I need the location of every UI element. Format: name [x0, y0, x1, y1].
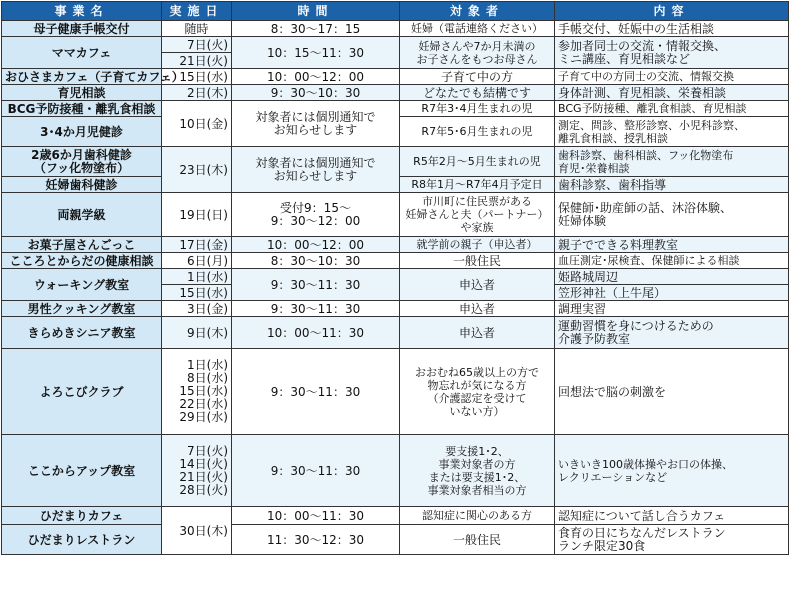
- time-cell: 10：00～11：30: [232, 317, 400, 349]
- table-row: [2, 269, 789, 285]
- program-name: ママカフェ: [2, 37, 162, 69]
- date-cell: 17日(金): [162, 237, 232, 253]
- time-cell: 受付9：15～ 9：30～12：00: [232, 193, 400, 237]
- table-row: [2, 21, 789, 37]
- table-row: [2, 525, 789, 555]
- program-name: きらめきシニア教室: [2, 317, 162, 349]
- table-row: [2, 301, 789, 317]
- header-program: 事業名: [2, 2, 162, 21]
- program-name: こころとからだの健康相談: [2, 253, 162, 269]
- time-cell: 10：00～12：00: [232, 237, 400, 253]
- content-cell: 手帳交付、妊娠中の生活相談: [555, 21, 789, 37]
- table-row: [2, 349, 789, 435]
- program-name: BCG予防接種・離乳食相談: [2, 101, 162, 117]
- time-cell: 9：30～10：30: [232, 85, 400, 101]
- target-cell: 妊婦さんや7か月未満の お子さんをもつお母さん: [400, 37, 555, 69]
- program-name: 男性クッキング教室: [2, 301, 162, 317]
- content-cell: 姫路城周辺: [555, 269, 789, 285]
- target-cell: 申込者: [400, 317, 555, 349]
- time-cell: 9：30～11：30: [232, 349, 400, 435]
- content-cell: 親子でできる料理教室: [555, 237, 789, 253]
- content-cell: BCG予防接種、離乳食相談、育児相談: [555, 101, 789, 117]
- time-cell: 8：30～17：15: [232, 21, 400, 37]
- date-cell: 1日(水): [162, 269, 232, 285]
- table-row: [2, 317, 789, 349]
- program-name: ウォーキング教室: [2, 269, 162, 301]
- date-cell: 2日(木): [162, 85, 232, 101]
- program-name: 育児相談: [2, 85, 162, 101]
- content-cell: 歯科診察、歯科指導: [555, 177, 789, 193]
- content-cell: 調理実習: [555, 301, 789, 317]
- time-cell: 対象者には個別通知で お知らせします: [232, 147, 400, 193]
- content-cell: 認知症について話し合うカフェ: [555, 507, 789, 525]
- target-cell: 一般住民: [400, 253, 555, 269]
- table-row: [2, 37, 789, 53]
- program-name: ここからアップ教室: [2, 435, 162, 507]
- table-row: [2, 253, 789, 269]
- date-cell: 15日(水): [162, 69, 232, 85]
- table-row: [2, 237, 789, 253]
- content-cell: 食育の日にちなんだレストラン ランチ限定30食: [555, 525, 789, 555]
- header-time: 時間: [232, 2, 400, 21]
- program-name: 3･4か月児健診: [2, 117, 162, 147]
- date-cell: 7日(火) 14日(火) 21日(火) 28日(火): [162, 435, 232, 507]
- content-cell: 回想法で脳の刺激を: [555, 349, 789, 435]
- program-name: ひだまりレストラン: [2, 525, 162, 555]
- time-cell: 10：00～12：00: [232, 69, 400, 85]
- header-date: 実施日: [162, 2, 232, 21]
- target-cell: 要支援1･2、 事業対象者の方 または要支援1･2、 事業対象者相当の方: [400, 435, 555, 507]
- time-cell: 9：30～11：30: [232, 435, 400, 507]
- content-cell: 保健師･助産師の話、沐浴体験、 妊婦体験: [555, 193, 789, 237]
- program-name: よろこびクラブ: [2, 349, 162, 435]
- target-cell: 就学前の親子（申込者）: [400, 237, 555, 253]
- table-row: [2, 69, 789, 85]
- date-cell: 21日(火): [162, 53, 232, 69]
- date-cell: 23日(木): [162, 147, 232, 193]
- target-cell: R5年2月～5月生まれの児: [400, 147, 555, 177]
- content-cell: 笠形神社（上牛尾）: [555, 285, 789, 301]
- header-row: [2, 2, 789, 21]
- table-row: [2, 193, 789, 237]
- content-cell: 血圧測定･尿検査、保健師による相談: [555, 253, 789, 269]
- program-name: 母子健康手帳交付: [2, 21, 162, 37]
- target-cell: 子育て中の方: [400, 69, 555, 85]
- date-cell: 19日(日): [162, 193, 232, 237]
- header-target: 対象者: [400, 2, 555, 21]
- target-cell: 申込者: [400, 301, 555, 317]
- date-cell: 随時: [162, 21, 232, 37]
- content-cell: 歯科診察、歯科相談、フッ化物塗布 育児･栄養相談: [555, 147, 789, 177]
- table-row: [2, 507, 789, 525]
- table-row: [2, 147, 789, 177]
- time-cell: 対象者には個別通知で お知らせします: [232, 101, 400, 147]
- table-row: [2, 101, 789, 117]
- target-cell: どなたでも結構です: [400, 85, 555, 101]
- content-cell: 身体計測、育児相談、栄養相談: [555, 85, 789, 101]
- date-cell: 6日(月): [162, 253, 232, 269]
- date-cell: 7日(火): [162, 37, 232, 53]
- time-cell: 9：30～11：30: [232, 269, 400, 301]
- content-cell: 測定、問診、整形診察、小児科診察、 離乳食相談、授乳相談: [555, 117, 789, 147]
- table-row: [2, 85, 789, 101]
- date-cell: 3日(金): [162, 301, 232, 317]
- date-cell: 9日(木): [162, 317, 232, 349]
- date-cell: 30日(木): [162, 507, 232, 555]
- program-name: おひさまカフェ（子育てカフェ）: [2, 69, 162, 85]
- time-cell: 10：15～11：30: [232, 37, 400, 69]
- time-cell: 10：00～11：30: [232, 507, 400, 525]
- program-name: 両親学級: [2, 193, 162, 237]
- target-cell: 市川町に住民票がある 妊婦さんと夫（パートナー） や家族: [400, 193, 555, 237]
- schedule-table: [1, 1, 789, 555]
- program-name: 妊婦歯科健診: [2, 177, 162, 193]
- content-cell: 子育て中の方同士の交流、情報交換: [555, 69, 789, 85]
- target-cell: R7年3･4月生まれの児: [400, 101, 555, 117]
- date-cell: 10日(金): [162, 101, 232, 147]
- program-name: 2歳6か月歯科健診 （フッ化物塗布）: [2, 147, 162, 177]
- time-cell: 8：30～10：30: [232, 253, 400, 269]
- date-cell: 1日(水) 8日(水) 15日(水) 22日(水) 29日(水): [162, 349, 232, 435]
- target-cell: R7年5･6月生まれの児: [400, 117, 555, 147]
- target-cell: R8年1月～R7年4月予定日: [400, 177, 555, 193]
- time-cell: 11：30～12：30: [232, 525, 400, 555]
- table-row: [2, 435, 789, 507]
- target-cell: 妊婦（電話連絡ください）: [400, 21, 555, 37]
- program-name: ひだまりカフェ: [2, 507, 162, 525]
- target-cell: 認知症に関心のある方: [400, 507, 555, 525]
- content-cell: いきいき100歳体操やお口の体操、 レクリエーションなど: [555, 435, 789, 507]
- date-cell: 15日(水): [162, 285, 232, 301]
- target-cell: おおむね65歳以上の方で 物忘れが気になる方 （介護認定を受けて いない方）: [400, 349, 555, 435]
- target-cell: 一般住民: [400, 525, 555, 555]
- target-cell: 申込者: [400, 269, 555, 301]
- content-cell: 運動習慣を身につけるための 介護予防教室: [555, 317, 789, 349]
- program-name: お菓子屋さんごっこ: [2, 237, 162, 253]
- content-cell: 参加者同士の交流・情報交換、 ミニ講座、育児相談など: [555, 37, 789, 69]
- header-content: 内容: [555, 2, 789, 21]
- time-cell: 9：30～11：30: [232, 301, 400, 317]
